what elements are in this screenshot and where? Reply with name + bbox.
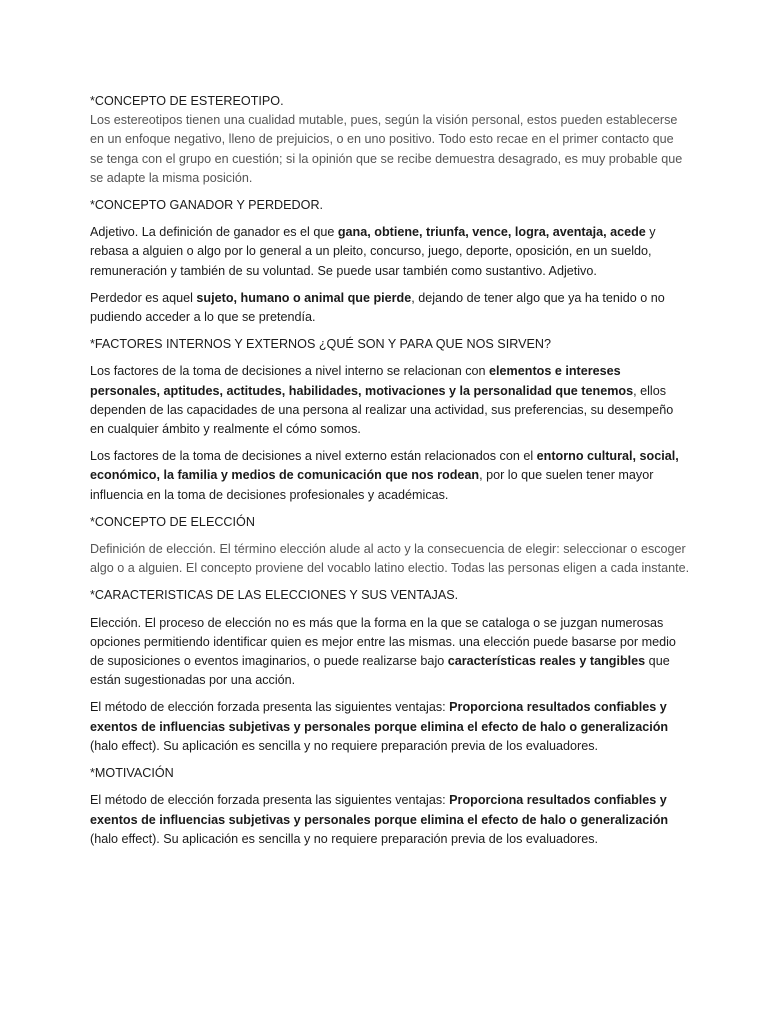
body-paragraph: [90, 614, 690, 691]
body-paragraph: [90, 289, 690, 327]
text-run: , por lo que suelen tener mayor influencia en la toma de decisiones profesionales y académicas.: [90, 468, 654, 502]
bold-text: gana, obtiene, triunfa, vence, logra, aventaja, acede: [337, 225, 646, 240]
text-run: que están sugestionadas por una acción.: [90, 654, 670, 688]
text-run: El método de elección forzada presenta las siguientes ventajas:: [90, 793, 450, 808]
bold-text: Proporciona resultados confiables y exentos de influencias subjetivas y personales porque elimina el efecto de halo o generalización: [90, 793, 669, 827]
text-run: Los estereotipos tienen una cualidad mutable, pues, según la visión personal, estos pueden establecerse en un enfoque negativo, lleno de prejuicios, o en uno positivo. Todo esto recae en el primer contacto que se tenga con el grupo en cuestión; si la opinión que se recibe demuestra desagrado, es muy probable que se adapte la misma posición.: [90, 113, 683, 185]
text-run: Los factores de la toma de decisiones a nivel externo están relacionados con el: [90, 449, 537, 464]
text-run: Perdedor es aquel: [90, 290, 197, 305]
text-run: , dejando de tener algo que ya ha tenido o no pudiendo acceder a lo que se pretendía.: [90, 290, 665, 325]
text-run: (halo effect). Su aplicación es sencilla y no requiere preparación previa de los evaluadores.: [90, 738, 599, 753]
body-paragraph: [90, 111, 690, 188]
body-paragraph: [90, 362, 690, 439]
section-heading: *CONCEPTO GANADOR Y PERDEDOR.: [90, 198, 324, 213]
text-run: (halo effect). Su aplicación es sencilla y no requiere preparación previa de los evaluadores.: [90, 831, 599, 846]
document-section: [90, 196, 690, 327]
text-run: Los factores de la toma de decisiones a nivel interno se relacionan con: [90, 364, 490, 379]
document-page: [90, 92, 690, 857]
bold-text: entorno cultural, social, económico, la familia y medios de comunicación que nos rodean: [90, 449, 679, 483]
bold-text: características reales y tangibles: [447, 654, 646, 669]
bold-text: elementos e intereses personales, aptitudes, actitudes, habilidades, motivaciones y la personalidad que tenemos: [90, 364, 634, 398]
section-heading: *CONCEPTO DE ESTEREOTIPO.: [90, 94, 284, 108]
section-heading: *FACTORES INTERNOS Y EXTERNOS ¿QUÉ SON Y PARA QUE NOS SIRVEN?: [90, 337, 551, 352]
document-section: [90, 92, 690, 188]
body-paragraph: [90, 447, 690, 505]
section-heading: *CARACTERISTICAS DE LAS ELECCIONES Y SUS VENTAJAS.: [90, 588, 459, 603]
text-run: Adjetivo. La definición de ganador es el que: [90, 225, 338, 240]
section-heading: *MOTIVACIÓN: [90, 766, 174, 781]
body-paragraph: [90, 698, 690, 756]
text-run: Definición de elección. El término elección alude al acto y la consecuencia de elegir: seleccionar o escoger algo o a alguien. El concepto proviene del vocablo latino electio. Todas las personas eligen a cada instante.: [90, 542, 690, 576]
document-section: [90, 335, 690, 505]
document-section: [90, 513, 690, 579]
document-body: [90, 92, 690, 849]
body-paragraph: [90, 223, 690, 281]
text-run: y rebasa a alguien o algo por lo general a un pleito, concurso, juego, deporte, oposición, en un sueldo, remuneración y también de su voluntad. Se puede usar también como sustantivo. Adjetivo.: [90, 225, 656, 278]
bold-text: sujeto, humano o animal que pierde: [196, 290, 412, 305]
document-section: [90, 586, 690, 756]
text-run: , ellos dependen de las capacidades de una persona al realizar una actividad, sus preferencias, su desempeño en cualquier ámbito y realmente el cómo somos.: [90, 383, 674, 437]
document-section: [90, 764, 690, 849]
text-run: El método de elección forzada presenta las siguientes ventajas:: [90, 700, 450, 715]
body-paragraph: [90, 791, 690, 849]
body-paragraph: [90, 540, 690, 578]
text-run: Elección. El proceso de elección no es más que la forma en la que se cataloga o se juzgan numerosas opciones permitiendo identificar quien es mejor entre las mismas. una elección puede basarse por medio de suposiciones o eventos imaginarios, o puede realizarse bajo: [90, 615, 676, 669]
section-heading: *CONCEPTO DE ELECCIÓN: [90, 514, 255, 529]
bold-text: Proporciona resultados confiables y exentos de influencias subjetivas y personales porque elimina el efecto de halo o generalización: [90, 700, 669, 734]
